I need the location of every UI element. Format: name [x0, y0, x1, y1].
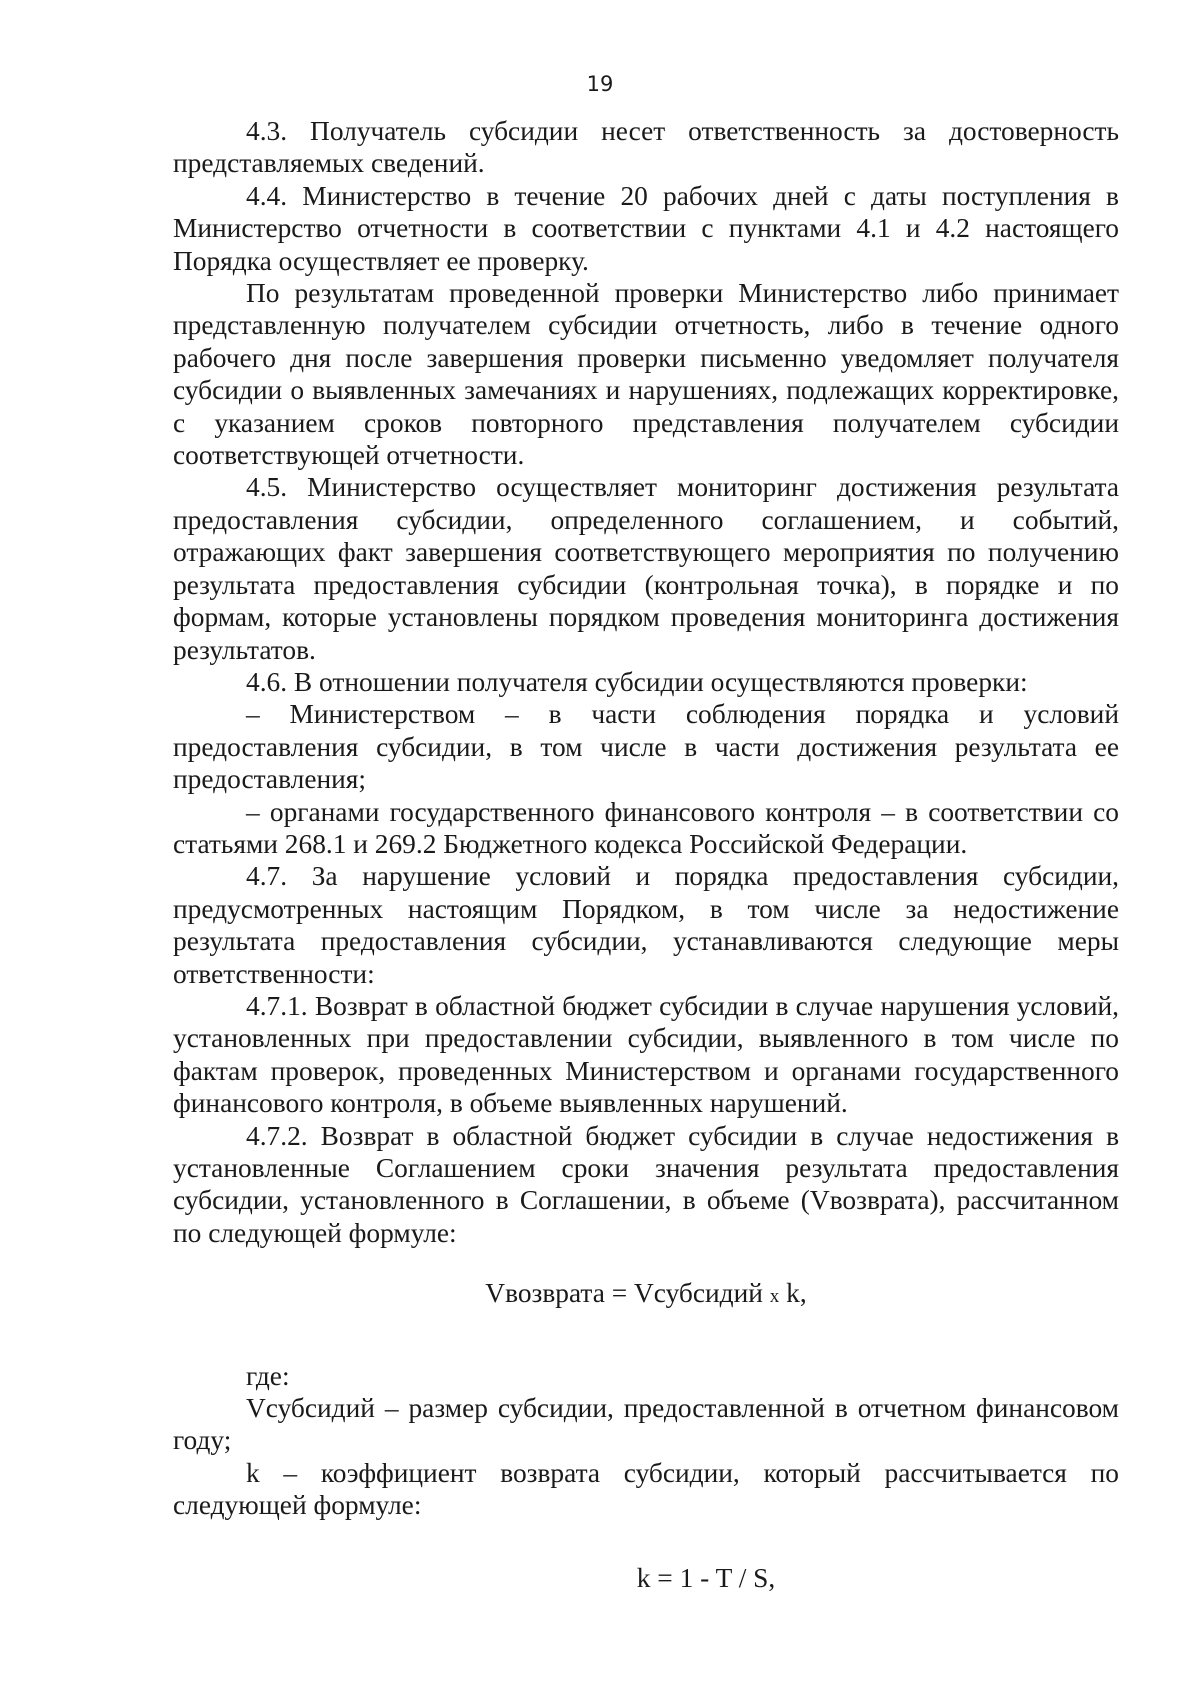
formula-refund-volume — [173, 1277, 1119, 1313]
paragraph-4-7: 4.7. За нарушение условий и порядка предоставления субсидии, предусмотренных настоящим Порядком, в том числе за недостижение результата предоставления субсидии, устанавливаются следующие меры ответственности: — [173, 861, 1119, 989]
document-body — [173, 115, 1119, 1594]
paragraph-4-7-2: 4.7.2. Возврат в областной бюджет субсидии в случае недостижения в установленные Соглашением сроки значения результата предоставления субсидии, установленного в Соглашении, в объеме (Vвозврата), рассчитанном по следующей формуле: — [173, 1120, 1119, 1248]
page-number: 19 — [586, 72, 614, 96]
paragraph-k-definition: k – коэффициент возврата субсидии, который рассчитывается по следующей формуле: — [173, 1457, 1119, 1521]
paragraph-v-subsidy-definition: Vсубсидий – размер субсидии, предоставленной в отчетном финансовом году; — [173, 1393, 1119, 1456]
formula-multiply-sign: x — [769, 1286, 780, 1308]
formula-refund-left: Vвозврата = Vсубсидий — [485, 1278, 763, 1309]
paragraph-4-6-ministry: – Министерством – в части соблюдения порядка и условий предоставления субсидии, в том числе в части достижения результата ее предоставления; — [173, 699, 1119, 795]
formula-refund-right: k, — [786, 1278, 807, 1309]
paragraph-4-5: 4.5. Министерство осуществляет мониторинг достижения результата предоставления субсидии, определенного соглашением, и событий, отражающих факт завершения соответствующего мероприятия по получению результата предоставления субсидии (контрольная точка), в порядке и по формам, которые установлены порядком проведения мониторинга достижения результатов. — [173, 472, 1119, 665]
formula-k-coefficient: k = 1 - T / S, — [636, 1562, 776, 1593]
paragraph-4-6: 4.6. В отношении получателя субсидии осуществляются проверки: — [246, 666, 1028, 697]
paragraph-4-4: 4.4. Министерство в течение 20 рабочих дней с даты поступления в Министерство отчетности в соответствии с пунктами 4.1 и 4.2 настоящего Порядка осуществляет ее проверку. — [173, 180, 1119, 276]
paragraph-4-6-control-bodies: – органами государственного финансового контроля – в соответствии со статьями 268.1 и 269.2 Бюджетного кодекса Российской Федерации. — [173, 796, 1119, 859]
paragraph-where: где: — [246, 1360, 290, 1391]
paragraph-4-4-results: По результатам проведенной проверки Министерство либо принимает представленную получателем субсидии отчетность, либо в течение одного рабочего дня после завершения проверки письменно уведомляет получателя субсидии о выявленных замечаниях и нарушениях, подлежащих корректировке, с указанием сроков повторного представления получателем субсидии соответствующей отчетности. — [173, 278, 1119, 471]
paragraph-4-3: 4.3. Получатель субсидии несет ответственность за достоверность представляемых сведений. — [173, 116, 1119, 179]
paragraph-4-7-1: 4.7.1. Возврат в областной бюджет субсидии в случае нарушения условий, установленных при предоставлении субсидии, выявленного в том числе по фактам проверок, проведенных Министерством и органами государственного финансового контроля, в объеме выявленных нарушений. — [173, 990, 1119, 1119]
